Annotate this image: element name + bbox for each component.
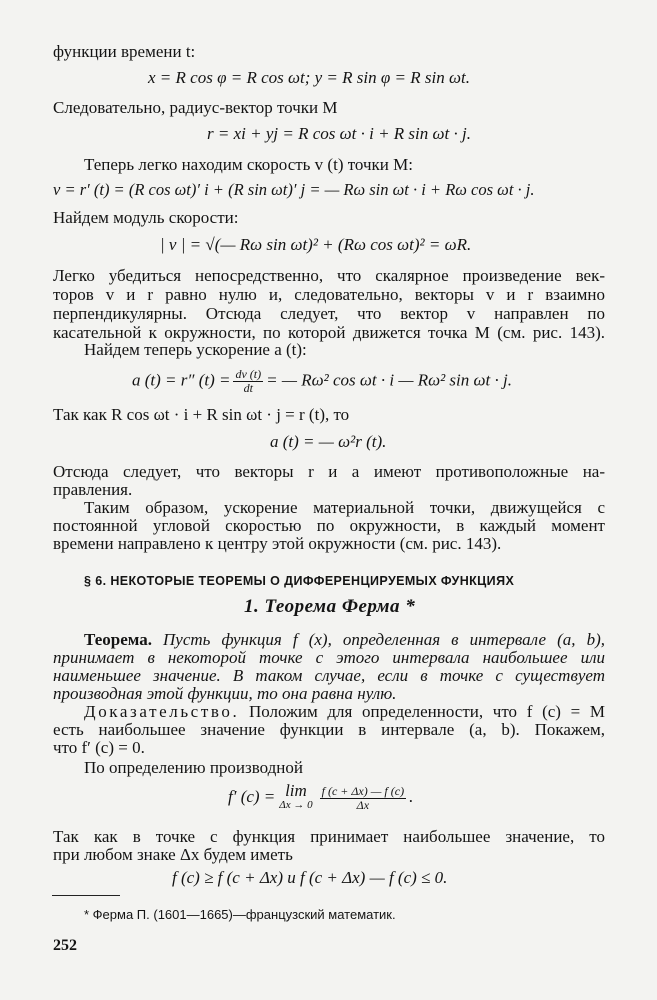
formula-line: v = r′ (t) = (R cos ωt)′ i + (R sin ωt)′ j = — Rω sin ωt · i + Rω cos ωt · j. [53,180,535,199]
text-line: Так как в точке c функция принимает наибольшее значение, то [53,827,605,846]
text-line: функции времени t: [53,42,196,61]
text-line: постоянной угловой скоростью по окружности, в каждый момент [53,516,605,535]
formula-line: x = R cos φ = R cos ωt; y = R sin φ = R sin ωt. [148,68,470,87]
formula-line [228,781,414,812]
formula-part: . [409,786,414,806]
text-line: Легко убедиться непосредственно, что скалярное произведение век- [53,266,605,285]
limit [279,781,313,812]
text-line: есть наибольшее значение функции в интервале (a, b). Покажем, [53,720,605,739]
formula-part: f′ (c) = [228,786,276,806]
proof-label: Доказательство. [84,702,240,721]
formula-line: f (c) ≥ f (c + Δx) и f (c + Δx) — f (c) ≤ 0. [172,868,448,887]
fraction [233,368,263,395]
formula-line: | v | = √(— Rω sin ωt)² + (Rω cos ωt)² = ωR. [160,235,472,254]
fraction [320,785,406,812]
footnote: * Ферма П. (1601—1665)—французский математик. [84,907,396,922]
text-line: правления. [53,480,133,499]
formula-line: r = xi + yj = R cos ωt · i + R sin ωt · j. [207,124,471,143]
proof-text: Положим для определенности, что f (c) = M [249,702,605,721]
limit-subscript: Δx → 0 [279,799,313,811]
formula-line: a (t) = — ω²r (t). [270,432,387,451]
text-line: Так как R cos ωt · i + R sin ωt · j = r (t), то [53,405,350,424]
text-line: По определению производной [84,758,303,777]
theorem-line [84,630,605,650]
subsection-title: 1. Теорема Ферма * [244,596,416,617]
fraction-numerator: f (c + Δx) — f (c) [321,783,405,798]
text-line: Найдем теперь ускорение a (t): [84,340,307,359]
theorem-label: Теорема. [84,630,152,649]
limit-word: lim [285,781,307,800]
fraction-numerator: dv (t) [235,367,262,381]
text-line [84,702,605,722]
text-line: времени направлено к центру этой окружности (см. рис. 143). [53,534,502,553]
fraction-denominator: dt [243,381,253,395]
theorem-line: наименьшее значение. В таком случае, если в точке c существует [53,666,605,685]
text-line: Найдем модуль скорости: [53,208,239,227]
text-line: касательной к окружности, по которой движется точка M (см. рис. 143). [53,323,605,342]
text-line: торов v и r равно нулю и, следовательно, векторы v и r взаимно [53,285,605,304]
formula-part: = — Rω² cos ωt · i — Rω² sin ωt · j. [266,370,512,390]
formula-part: a (t) = r″ (t) = [132,370,231,390]
fraction-denominator: Δx [356,797,370,812]
text-line: при любом знаке Δx будем иметь [53,845,293,864]
text-line: что f′ (c) = 0. [53,738,145,757]
formula-line [132,368,512,395]
theorem-text: Пусть функция f (x), определенная в интервале (a, b), [163,630,605,649]
theorem-line: производная этой функции, то она равна нулю. [53,684,397,703]
text-line: Теперь легко находим скорость v (t) точки M: [84,155,413,174]
text-line: перпендикулярны. Отсюда следует, что вектор v направлен по [53,304,605,323]
text-line: Отсюда следует, что векторы r и a имеют противоположные на- [53,462,605,481]
section-heading: § 6. НЕКОТОРЫЕ ТЕОРЕМЫ О ДИФФЕРЕНЦИРУЕМЫХ ФУНКЦИЯХ [84,574,515,588]
theorem-line: принимает в некоторой точке с этого интервала наибольшее или [53,648,605,667]
text-line: Следовательно, радиус-вектор точки M [53,98,338,117]
page-number: 252 [53,937,77,954]
footnote-rule [52,895,120,896]
text-line: Таким образом, ускорение материальной точки, движущейся с [84,498,605,517]
